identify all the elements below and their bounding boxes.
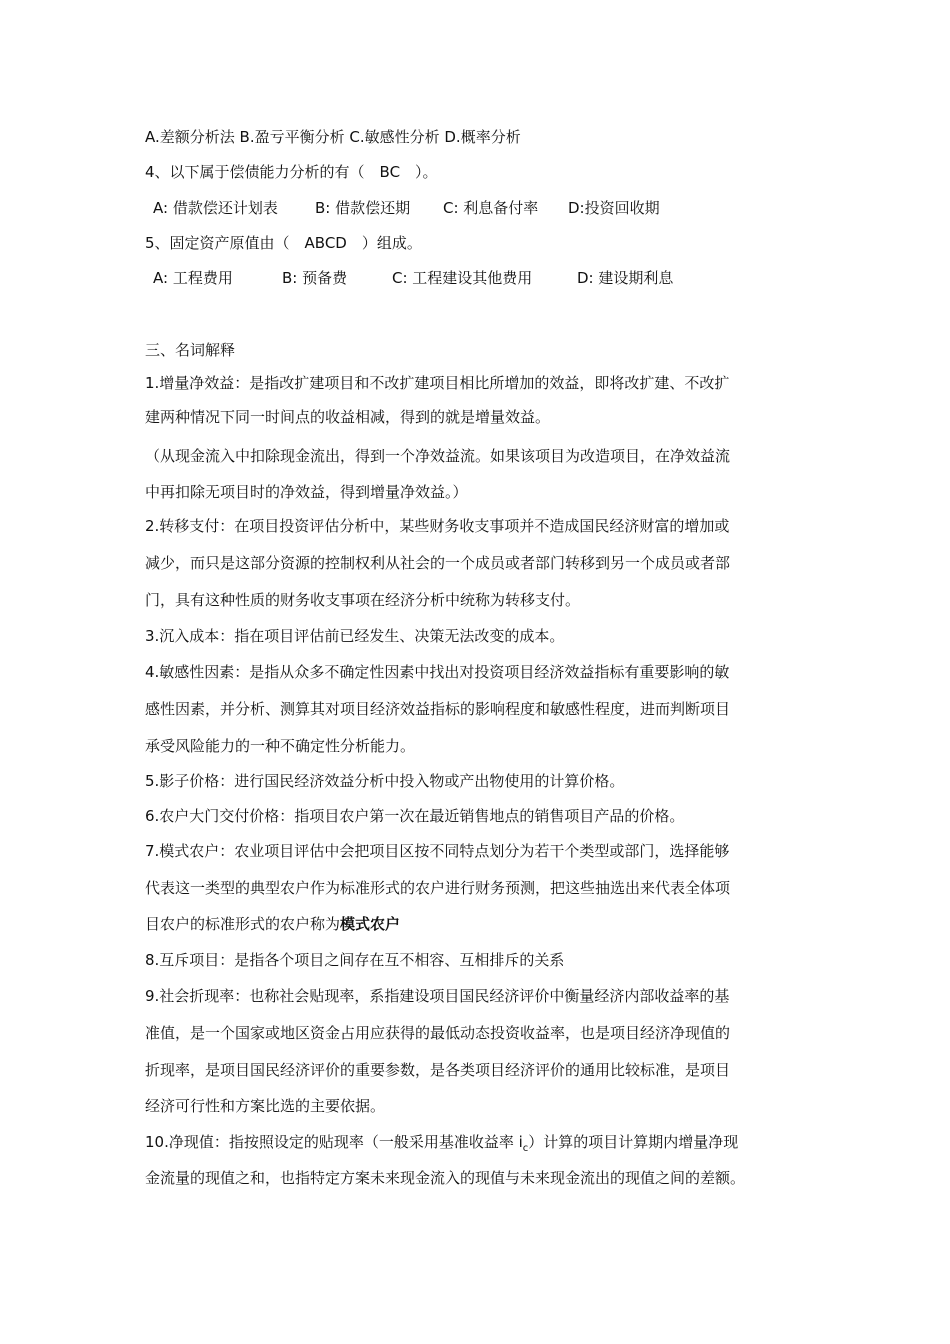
q5-question: 5、固定资产原值由（ ABCD ）组成。 bbox=[145, 234, 422, 252]
term-10-subscript: c bbox=[522, 1143, 529, 1154]
term-9-line-1: 9.社会折现率：也称社会贴现率，系指建设项目国民经济评价中衡量经济内部收益率的基 bbox=[145, 987, 730, 1005]
q4-option-c: C: 利息备付率 bbox=[443, 199, 539, 217]
q5-option-a: A: 工程费用 bbox=[153, 269, 233, 287]
term-1-line-3: （从现金流入中扣除现金流出，得到一个净效益流。如果该项目为改造项目，在净效益流 bbox=[145, 447, 731, 465]
term-7-line-3-text: 目农户的标准形式的农户称为 bbox=[145, 915, 341, 933]
term-7-line-1: 7.模式农户：农业项目评估中会把项目区按不同特点划分为若干个类型或部门，选择能够 bbox=[145, 842, 730, 860]
q4-question: 4、以下属于偿债能力分析的有（ BC ）。 bbox=[145, 163, 438, 181]
term-4-line-3: 承受风险能力的一种不确定性分析能力。 bbox=[145, 737, 416, 755]
section-title: 三、名词解释 bbox=[145, 341, 236, 359]
term-7-line-3 bbox=[145, 914, 400, 934]
q4-option-a: A: 借款偿还计划表 bbox=[153, 199, 278, 217]
term-6-line-1: 6.农户大门交付价格：指项目农户第一次在最近销售地点的销售项目产品的价格。 bbox=[145, 807, 685, 825]
term-10-line-2: 金流量的现值之和，也指特定方案未来现金流入的现值与未来现金流出的现值之间的差额。 bbox=[145, 1169, 746, 1187]
term-10-line-1-b: ）计算的项目计算期内增量净现 bbox=[528, 1133, 739, 1151]
term-9-line-3: 折现率，是项目国民经济评价的重要参数，是各类项目经济评价的通用比较标准，是项目 bbox=[145, 1061, 731, 1079]
term-2-line-3: 门，具有这种性质的财务收支事项在经济分析中统称为转移支付。 bbox=[145, 591, 581, 609]
term-10-line-1-a: 10.净现值：指按照设定的贴现率（一般采用基准收益率 i bbox=[145, 1133, 523, 1151]
q4-option-d: D:投资回收期 bbox=[568, 199, 660, 217]
term-1-line-4: 中再扣除无项目时的净效益，得到增量净效益。） bbox=[145, 483, 468, 501]
term-1-line-2: 建两种情况下同一时间点的收益相减，得到的就是增量效益。 bbox=[145, 408, 551, 426]
q3-options: A.差额分析法 B.盈亏平衡分析 C.敏感性分析 D.概率分析 bbox=[145, 128, 521, 146]
term-3-line-1: 3.沉入成本：指在项目评估前已经发生、决策无法改变的成本。 bbox=[145, 627, 565, 645]
term-8-line-1: 8.互斥项目：是指各个项目之间存在互不相容、互相排斥的关系 bbox=[145, 951, 565, 969]
term-10-line-1 bbox=[145, 1132, 738, 1159]
q5-option-d: D: 建设期利息 bbox=[577, 269, 674, 287]
term-4-line-1: 4.敏感性因素：是指从众多不确定性因素中找出对投资项目经济效益指标有重要影响的敏 bbox=[145, 663, 730, 681]
term-2-line-2: 减少，而只是这部分资源的控制权利从社会的一个成员或者部门转移到另一个成员或者部 bbox=[145, 554, 731, 572]
term-9-line-4: 经济可行性和方案比选的主要依据。 bbox=[145, 1097, 386, 1115]
term-5-line-1: 5.影子价格：进行国民经济效益分析中投入物或产出物使用的计算价格。 bbox=[145, 772, 625, 790]
term-7-bold-term: 模式农户 bbox=[340, 915, 401, 933]
q5-option-c: C: 工程建设其他费用 bbox=[392, 269, 533, 287]
term-7-line-2: 代表这一类型的典型农户作为标准形式的农户进行财务预测，把这些抽选出来代表全体项 bbox=[145, 879, 731, 897]
term-2-line-1: 2.转移支付：在项目投资评估分析中，某些财务收支事项并不造成国民经济财富的增加或 bbox=[145, 517, 730, 535]
term-9-line-2: 准值，是一个国家或地区资金占用应获得的最低动态投资收益率，也是项目经济净现值的 bbox=[145, 1024, 731, 1042]
q4-option-b: B: 借款偿还期 bbox=[315, 199, 411, 217]
q5-option-b: B: 预备费 bbox=[282, 269, 348, 287]
term-4-line-2: 感性因素，并分析、测算其对项目经济效益指标的影响程度和敏感性程度，进而判断项目 bbox=[145, 700, 731, 718]
term-1-line-1: 1.增量净效益：是指改扩建项目和不改扩建项目相比所增加的效益，即将改扩建、不改扩 bbox=[145, 374, 730, 392]
